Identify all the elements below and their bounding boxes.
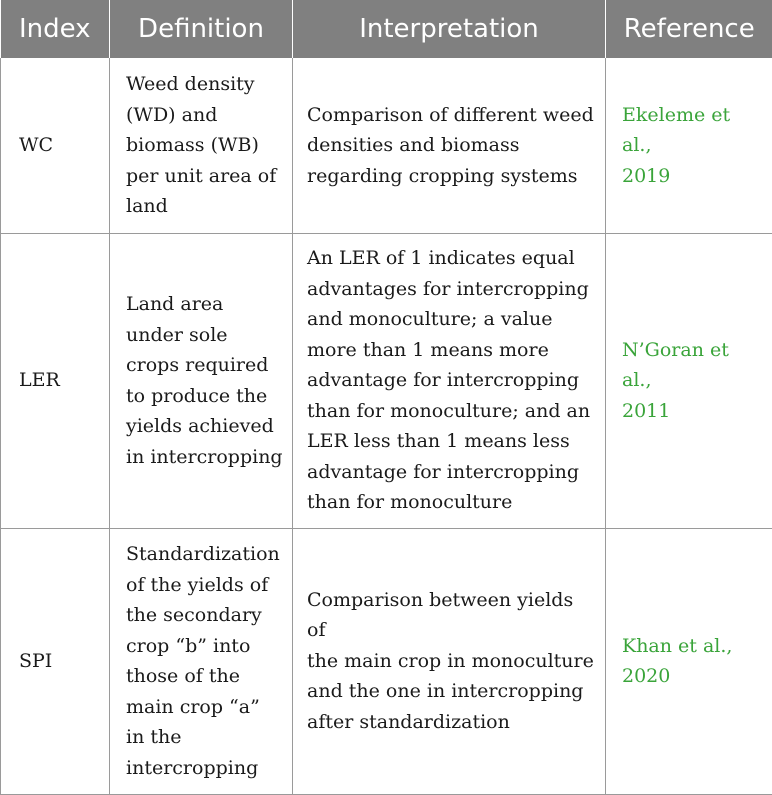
interpretation-cell <box>293 528 606 794</box>
interpretation-cell <box>293 58 606 233</box>
table-row <box>1 58 772 233</box>
definition-cell <box>110 233 293 528</box>
reference-link[interactable]: Khan et al., 2020 <box>622 634 733 687</box>
reference-link[interactable]: Ekeleme et al., 2019 <box>622 103 731 187</box>
definition-text: Weed density (WD) and biomass (WB) per unit area of land <box>126 73 277 217</box>
header-interpretation: Interpretation <box>293 0 606 58</box>
index-text: SPI <box>19 649 53 672</box>
interpretation-text: Comparison between yields of the main crop in monoculture and the one in intercropping after standardization <box>307 588 594 733</box>
header-reference: Reference <box>606 0 772 58</box>
interpretation-text: An LER of 1 indicates equal advantages for intercropping and monoculture; a value more than 1 means more advantage for intercropping than for monoculture; and an LER less than 1 means less advantage for intercropping than for monoculture <box>307 247 591 514</box>
reference-cell <box>606 528 772 794</box>
reference-cell <box>606 233 772 528</box>
header-definition: Definition <box>110 0 293 58</box>
definition-text: Standardization of the yields of the secondary crop “b” into those of the main crop “a” in the intercropping <box>126 543 280 779</box>
interpretation-text: Comparison of different weed densities and biomass regarding cropping systems <box>307 103 594 187</box>
index-text: LER <box>19 369 60 392</box>
table-row <box>1 528 772 794</box>
definition-text: Land area under sole crops required to produce the yields achieved in intercropping <box>126 293 283 468</box>
definition-cell <box>110 528 293 794</box>
interpretation-cell <box>293 233 606 528</box>
index-text: WC <box>19 134 54 156</box>
reference-cell <box>606 58 772 233</box>
index-cell <box>1 58 110 233</box>
reference-link[interactable]: N’Goran et al., 2011 <box>622 338 729 422</box>
table-row <box>1 233 772 528</box>
index-cell <box>1 528 110 794</box>
index-cell <box>1 233 110 528</box>
header-index: Index <box>1 0 110 58</box>
definition-cell <box>110 58 293 233</box>
table-header-row <box>1 0 772 58</box>
